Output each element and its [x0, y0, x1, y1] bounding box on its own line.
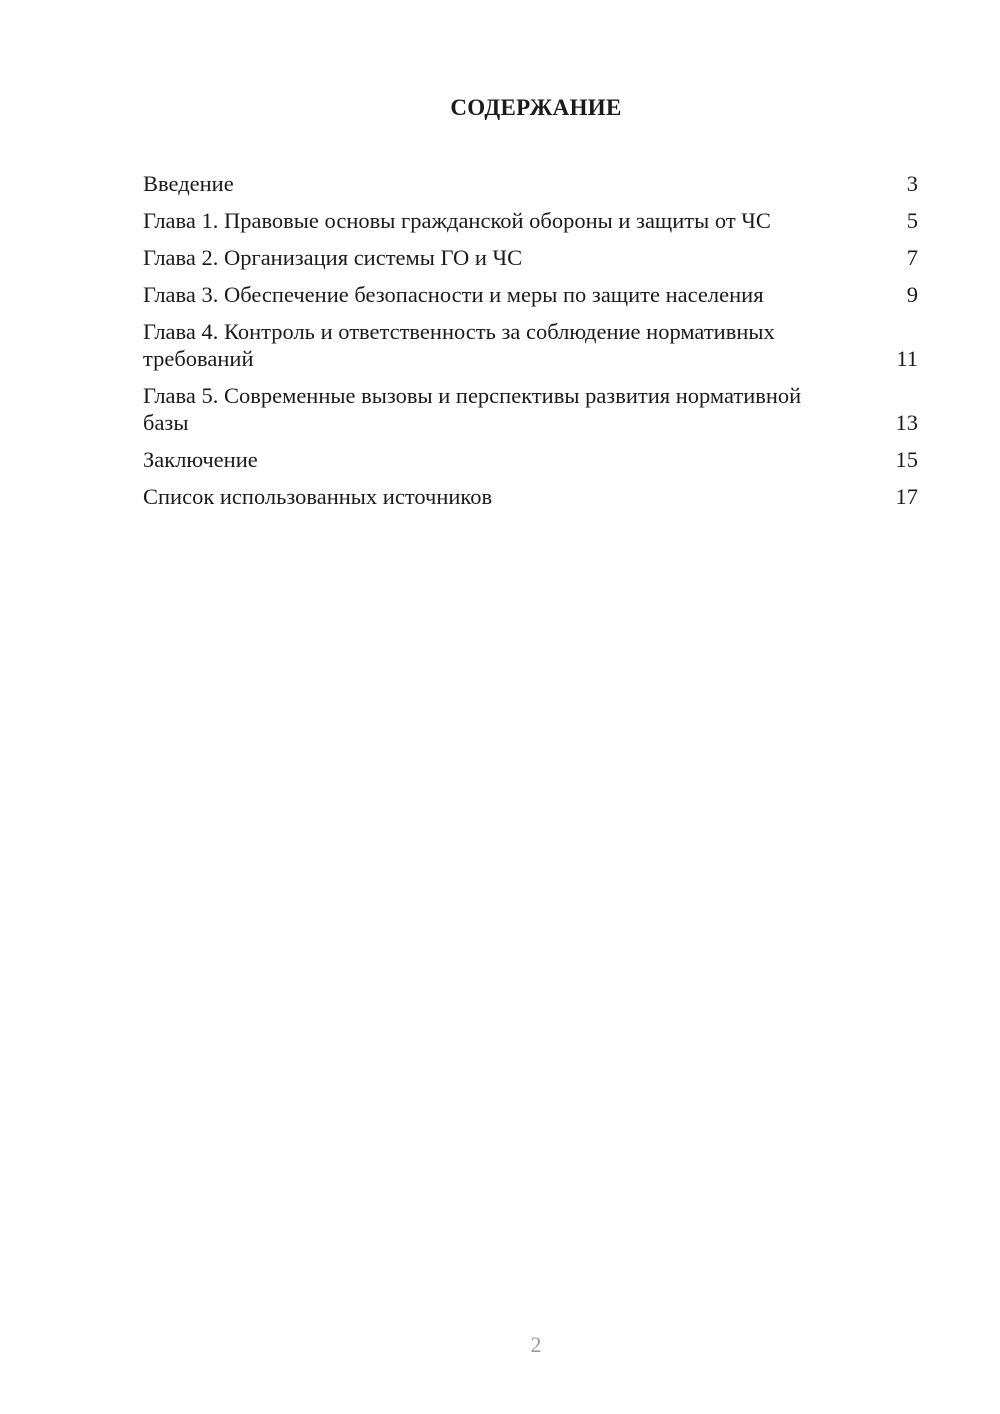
toc-entry-page-number: 11 — [896, 346, 918, 371]
toc-entry-page-number: 7 — [906, 245, 918, 270]
toc-entry-title: Заключение — [143, 447, 258, 472]
toc-entry-references — [143, 483, 918, 510]
toc-entry-title: Глава 2. Организация системы ГО и ЧС — [143, 245, 523, 270]
toc-entry-title: Глава 1. Правовые основы гражданской обороны и защиты от ЧС — [143, 208, 771, 233]
toc-entry-chapter-2 — [143, 244, 918, 271]
toc-entry-page-number: 3 — [906, 171, 918, 196]
toc-entry-introduction — [143, 170, 918, 197]
toc-entry-page-number: 5 — [906, 208, 918, 233]
toc-entry-chapter-4 — [143, 318, 918, 372]
toc-entry-chapter-5 — [143, 382, 918, 436]
toc-entry-title: Глава 5. Современные вызовы и перспективы развития нормативной базы — [143, 383, 802, 435]
toc-entry-title: Список использованных источников — [143, 484, 493, 509]
toc-entry-page-number: 13 — [895, 410, 918, 435]
toc-entry-title: Глава 3. Обеспечение безопасности и меры по защите населения — [143, 282, 764, 307]
toc-entry-title: Введение — [143, 171, 234, 196]
page-number: 2 — [530, 1332, 542, 1357]
table-of-contents — [143, 170, 918, 520]
toc-entry-chapter-1 — [143, 207, 918, 234]
toc-entry-page-number: 9 — [906, 282, 918, 307]
toc-heading: СОДЕРЖАНИЕ — [450, 95, 622, 120]
toc-entry-chapter-3 — [143, 281, 918, 308]
toc-entry-page-number: 15 — [895, 447, 918, 472]
toc-entry-page-number: 17 — [895, 484, 918, 509]
toc-entry-title: Глава 4. Контроль и ответственность за соблюдение нормативных требований — [143, 319, 775, 371]
toc-entry-conclusion — [143, 446, 918, 473]
